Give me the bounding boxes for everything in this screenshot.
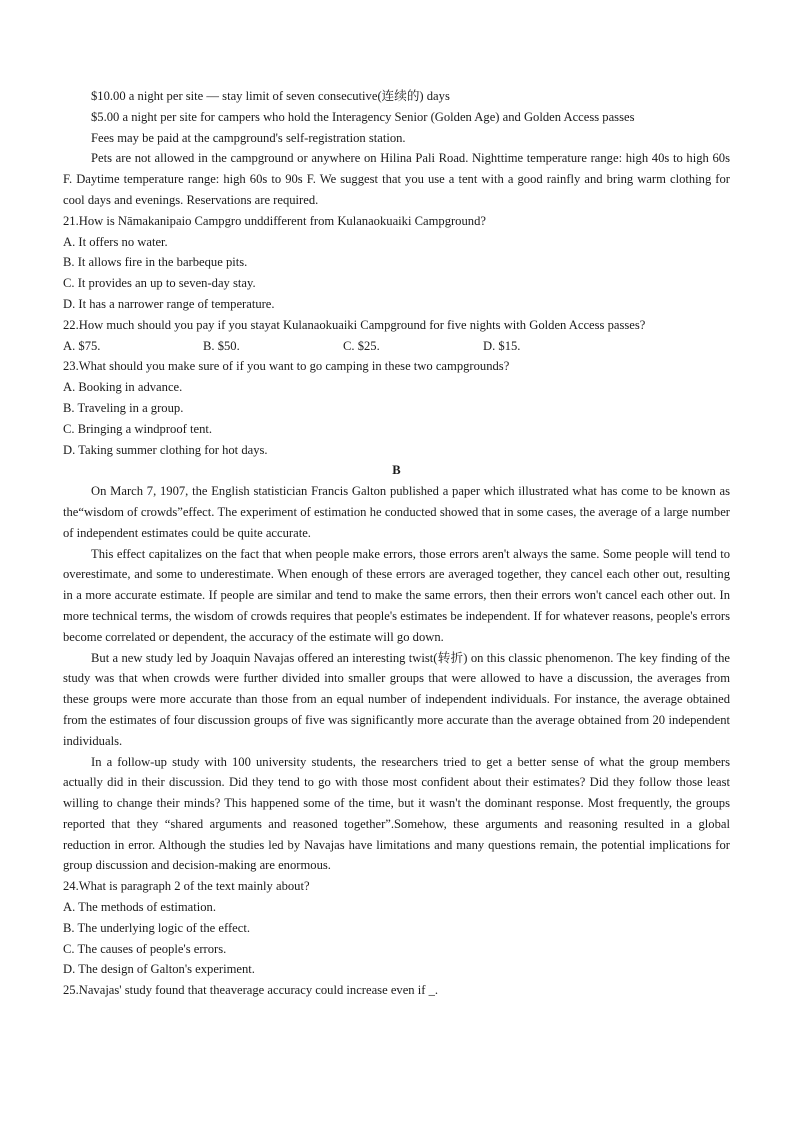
- question-22: [63, 315, 730, 357]
- question-stem: 21.How is Nāmakanipaio Campgro unddifferent from Kulanaokuaiki Campground?: [63, 213, 486, 228]
- fee-line-standard: $10.00 a night per site — stay limit of seven consecutive(连续的) days: [91, 89, 450, 103]
- option-c: C. Bringing a windproof tent.: [63, 421, 213, 436]
- question-stem: 22.How much should you pay if you stayat Kulanaokuaiki Campground for five nights with Golden Access passes?: [63, 317, 646, 332]
- option-c: C. The causes of people's errors.: [63, 941, 227, 956]
- question-stem: 24.What is paragraph 2 of the text mainly about?: [63, 879, 310, 894]
- option-b: B. $50.: [203, 338, 240, 353]
- question-stem: 25.Navajas' study found that theaverage accuracy could increase even if _.: [63, 983, 439, 998]
- option-b: B. Traveling in a group.: [63, 400, 184, 415]
- question-stem: 23.What should you make sure of if you want to go camping in these two campgrounds?: [63, 359, 510, 374]
- section-heading: B: [392, 463, 401, 478]
- campground-rules-paragraph: Pets are not allowed in the campground or anywhere on Hilina Pali Road. Nighttime temperature range: high 40s to high 60s F. Daytime temperature range: high 60s to 90s F. We suggest that you use a tent with a good rainfly and bring warm clothing for cool days and evenings. Reservations are required.: [63, 151, 730, 207]
- option-d: D. The design of Galton's experiment.: [63, 962, 255, 977]
- option-a: A. It offers no water.: [63, 234, 168, 249]
- option-d: D. It has a narrower range of temperature.: [63, 296, 275, 311]
- passage-paragraph-3: But a new study led by Joaquin Navajas offered an interesting twist(转折) on this classic phenomenon. The key finding of the study was that when crowds were further divided into smaller groups that were allowed to have a discussion, the averages from these groups were more accurate than those from an equal number of independent individuals. For instance, the average obtained from the estimates of four discussion groups of five was significantly more accurate than the average obtained from 20 independent individuals.: [63, 650, 730, 748]
- question-24: [63, 876, 730, 980]
- option-b: B. The underlying logic of the effect.: [63, 920, 250, 935]
- question-25: [63, 980, 730, 1001]
- option-a: A. $75.: [63, 338, 101, 353]
- question-21: [63, 211, 730, 315]
- passage-paragraph-2: This effect capitalizes on the fact that when people make errors, those errors aren't always the same. Some people will tend to overestimate, and some to underestimate. When enough of these errors are averaged together, they cancel each other out, resulting in a more accurate estimate. If people are similar and tend to make the same errors, then their errors won't cancel each other out. In more technical terms, the wisdom of crowds requires that people's estimates be independent. If for whatever reasons, people's errors become correlated or dependent, the accuracy of the estimate will go down.: [63, 546, 730, 644]
- option-a: A. Booking in advance.: [63, 380, 183, 395]
- passage-paragraph-1: On March 7, 1907, the English statistician Francis Galton published a paper which illustrated what has come to be known as the“wisdom of crowds”effect. The experiment of estimation he conducted showed that in some cases, the average of a large number of independent estimates could be quite accurate.: [63, 484, 730, 540]
- options-row: [63, 336, 730, 357]
- option-a: A. The methods of estimation.: [63, 900, 216, 915]
- document-page: [63, 86, 730, 1001]
- option-d: D. Taking summer clothing for hot days.: [63, 442, 268, 457]
- option-d: D. $15.: [483, 338, 521, 353]
- fee-line-discount: $5.00 a night per site for campers who hold the Interagency Senior (Golden Age) and Golden Access passes: [91, 109, 635, 124]
- passage-paragraph-4: In a follow-up study with 100 university students, the researchers tried to get a better sense of what the group members actually did in their discussion. Did they tend to go with those most confident about their estimates? Did they follow those least willing to change their minds? This happened some of the time, but it wasn't the dominant response. Most frequently, the groups reported that they “shared arguments and reasoned together”.Somehow, these arguments and reasoning resulted in a global reduction in error. Although the studies led by Navajas have limitations and many questions remain, the potential implications for group discussion and decision-making are enormous.: [63, 754, 730, 873]
- fee-line-payment: Fees may be paid at the campground's self-registration station.: [91, 130, 406, 145]
- option-b: B. It allows fire in the barbeque pits.: [63, 255, 248, 270]
- option-c: C. $25.: [343, 338, 380, 353]
- question-23: [63, 356, 730, 460]
- option-c: C. It provides an up to seven-day stay.: [63, 276, 256, 291]
